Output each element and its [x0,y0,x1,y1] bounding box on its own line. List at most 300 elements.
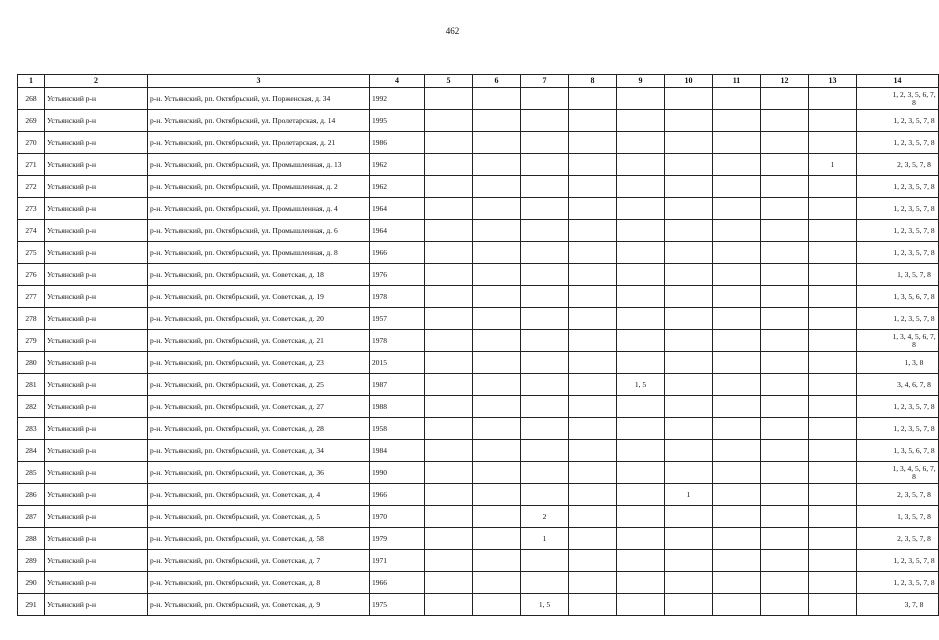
cell-col-5 [425,330,473,352]
cell-col-7 [521,286,569,308]
cell-col-6 [473,374,521,396]
cell-col-10 [665,374,713,396]
cell-col-7 [521,176,569,198]
cell-col-4: 1976 [370,264,425,286]
cell-col-13 [809,462,857,484]
cell-col-3: р-н. Устьянский, рп. Октябрьский, ул. Советская, д. 9 [148,594,370,616]
cell-col-3: р-н. Устьянский, рп. Октябрьский, ул. Промышленная, д. 8 [148,242,370,264]
cell-text: 1, 3, 8 [904,357,924,367]
cell-col-1: 283 [18,418,45,440]
column-header-11: 11 [713,75,761,88]
cell-col-12 [761,374,809,396]
cell-col-12 [761,110,809,132]
cell-col-13 [809,528,857,550]
cell-col-11 [713,132,761,154]
cell-col-14 [857,308,939,330]
cell-col-14 [857,242,939,264]
cell-col-11 [713,352,761,374]
cell-col-10 [665,594,713,616]
cell-col-5 [425,176,473,198]
cell-col-11 [713,484,761,506]
cell-col-14 [857,88,939,110]
table-row [18,88,939,110]
cell-col-1: 291 [18,594,45,616]
cell-col-10 [665,132,713,154]
cell-col-11 [713,242,761,264]
table-row [18,242,939,264]
cell-col-10 [665,550,713,572]
cell-col-1: 282 [18,396,45,418]
cell-col-11 [713,572,761,594]
table-row [18,176,939,198]
cell-col-2: Устьянский р-н [45,88,148,110]
cell-col-14 [857,396,939,418]
cell-col-5 [425,594,473,616]
table-body [18,88,939,616]
cell-col-14 [857,550,939,572]
cell-col-5 [425,242,473,264]
cell-col-14 [857,418,939,440]
cell-col-12 [761,550,809,572]
cell-col-9 [617,528,665,550]
cell-col-7 [521,198,569,220]
cell-col-13 [809,572,857,594]
cell-col-3: р-н. Устьянский, рп. Октябрьский, ул. Порженская, д. 34 [148,88,370,110]
column-header-8: 8 [569,75,617,88]
cell-col-2: Устьянский р-н [45,440,148,462]
cell-col-3: р-н. Устьянский, рп. Октябрьский, ул. Советская, д. 58 [148,528,370,550]
cell-col-4: 1970 [370,506,425,528]
cell-col-9 [617,440,665,462]
cell-col-13 [809,286,857,308]
cell-col-2: Устьянский р-н [45,528,148,550]
cell-col-8 [569,550,617,572]
cell-col-7: 1 [521,528,569,550]
cell-col-1: 272 [18,176,45,198]
cell-col-5 [425,154,473,176]
column-header-5: 5 [425,75,473,88]
cell-col-3: р-н. Устьянский, рп. Октябрьский, ул. Промышленная, д. 2 [148,176,370,198]
cell-col-6 [473,198,521,220]
cell-col-4: 1990 [370,462,425,484]
cell-col-10 [665,352,713,374]
table-row [18,528,939,550]
cell-col-10 [665,220,713,242]
cell-col-14 [857,572,939,594]
cell-col-1: 289 [18,550,45,572]
cell-col-5 [425,198,473,220]
cell-col-8 [569,506,617,528]
cell-col-11 [713,88,761,110]
cell-col-7 [521,220,569,242]
cell-col-2: Устьянский р-н [45,418,148,440]
cell-col-2: Устьянский р-н [45,220,148,242]
column-header-2: 2 [45,75,148,88]
cell-col-12 [761,132,809,154]
cell-col-6 [473,242,521,264]
cell-col-13 [809,220,857,242]
cell-col-1: 269 [18,110,45,132]
cell-col-14 [857,110,939,132]
cell-col-13 [809,132,857,154]
cell-col-13 [809,330,857,352]
cell-col-12 [761,330,809,352]
cell-col-14 [857,176,939,198]
cell-col-13 [809,242,857,264]
table-row [18,484,939,506]
cell-col-7 [521,242,569,264]
cell-col-10 [665,242,713,264]
cell-col-10 [665,110,713,132]
table-row [18,264,939,286]
cell-col-8 [569,176,617,198]
cell-col-9 [617,506,665,528]
cell-col-6 [473,528,521,550]
cell-col-5 [425,308,473,330]
cell-col-12 [761,594,809,616]
cell-col-5 [425,132,473,154]
cell-col-5 [425,88,473,110]
cell-col-9 [617,550,665,572]
cell-col-6 [473,286,521,308]
cell-col-10 [665,88,713,110]
cell-col-5 [425,418,473,440]
cell-col-2: Устьянский р-н [45,352,148,374]
cell-col-2: Устьянский р-н [45,462,148,484]
cell-col-5 [425,572,473,594]
cell-col-4: 1964 [370,220,425,242]
cell-col-6 [473,418,521,440]
cell-col-3: р-н. Устьянский, рп. Октябрьский, ул. Советская, д. 20 [148,308,370,330]
cell-col-10 [665,572,713,594]
cell-col-11 [713,374,761,396]
cell-text: 1, 2, 3, 5, 7, 8 [893,577,935,587]
cell-col-7 [521,550,569,572]
cell-text: 1, 2, 3, 5, 7, 8 [893,137,935,147]
cell-col-11 [713,528,761,550]
cell-col-10 [665,264,713,286]
cell-col-8 [569,374,617,396]
cell-col-1: 284 [18,440,45,462]
cell-col-14 [857,154,939,176]
cell-col-2: Устьянский р-н [45,154,148,176]
cell-col-9 [617,352,665,374]
register-table [17,74,939,616]
cell-col-11 [713,286,761,308]
cell-col-2: Устьянский р-н [45,242,148,264]
cell-col-4: 1987 [370,374,425,396]
cell-col-10 [665,462,713,484]
cell-col-4: 1962 [370,154,425,176]
cell-col-13 [809,484,857,506]
cell-col-9 [617,242,665,264]
cell-col-12 [761,352,809,374]
cell-col-6 [473,308,521,330]
cell-col-7 [521,154,569,176]
table-row [18,572,939,594]
cell-col-9 [617,110,665,132]
cell-col-10 [665,286,713,308]
cell-col-6 [473,594,521,616]
cell-col-7 [521,88,569,110]
cell-col-7 [521,264,569,286]
cell-text: 1, 2, 3, 5, 7, 8 [893,203,935,213]
cell-col-5 [425,396,473,418]
column-header-12: 12 [761,75,809,88]
cell-col-6 [473,132,521,154]
cell-col-13 [809,176,857,198]
cell-col-3: р-н. Устьянский, рп. Октябрьский, ул. Советская, д. 8 [148,572,370,594]
cell-text: 1, 3, 5, 6, 7, 8 [893,291,935,301]
cell-col-8 [569,286,617,308]
cell-text: 1, 2, 3, 5, 7, 8 [893,247,935,257]
table-row [18,132,939,154]
cell-col-14 [857,484,939,506]
cell-col-1: 281 [18,374,45,396]
column-header-9: 9 [617,75,665,88]
cell-col-12 [761,308,809,330]
cell-col-13 [809,594,857,616]
cell-col-13 [809,374,857,396]
cell-col-10 [665,308,713,330]
cell-col-12 [761,396,809,418]
cell-col-7 [521,572,569,594]
cell-col-8 [569,528,617,550]
cell-col-3: р-н. Устьянский, рп. Октябрьский, ул. Промышленная, д. 13 [148,154,370,176]
cell-col-4: 1995 [370,110,425,132]
cell-col-4: 1988 [370,396,425,418]
cell-col-5 [425,374,473,396]
cell-text: 3, 4, 6, 7, 8 [897,379,931,389]
cell-col-3: р-н. Устьянский, рп. Октябрьский, ул. Советская, д. 5 [148,506,370,528]
column-header-14: 14 [857,75,939,88]
cell-col-2: Устьянский р-н [45,198,148,220]
cell-col-7 [521,330,569,352]
cell-col-10: 1 [665,484,713,506]
cell-col-1: 285 [18,462,45,484]
cell-col-3: р-н. Устьянский, рп. Октябрьский, ул. Пролетарская, д. 21 [148,132,370,154]
cell-col-1: 274 [18,220,45,242]
cell-col-11 [713,550,761,572]
cell-col-14 [857,374,939,396]
cell-col-6 [473,110,521,132]
cell-col-2: Устьянский р-н [45,374,148,396]
cell-col-14 [857,330,939,352]
cell-col-6 [473,506,521,528]
cell-text: 1, 3, 4, 5, 6, 7, 8 [892,463,936,481]
cell-col-4: 1962 [370,176,425,198]
cell-col-2: Устьянский р-н [45,594,148,616]
cell-col-3: р-н. Устьянский, рп. Октябрьский, ул. Промышленная, д. 6 [148,220,370,242]
cell-col-1: 279 [18,330,45,352]
cell-col-12 [761,506,809,528]
cell-col-3: р-н. Устьянский, рп. Октябрьский, ул. Советская, д. 34 [148,440,370,462]
cell-col-3: р-н. Устьянский, рп. Октябрьский, ул. Советская, д. 7 [148,550,370,572]
cell-col-8 [569,198,617,220]
column-header-10: 10 [665,75,713,88]
cell-col-13 [809,198,857,220]
cell-col-9 [617,176,665,198]
table-row [18,506,939,528]
table-row [18,418,939,440]
cell-text: 2, 3, 5, 7, 8 [897,533,931,543]
cell-col-12 [761,484,809,506]
cell-col-8 [569,484,617,506]
cell-col-5 [425,220,473,242]
table-row [18,198,939,220]
cell-col-12 [761,418,809,440]
cell-col-4: 1971 [370,550,425,572]
cell-col-8 [569,220,617,242]
table-header-row [18,75,939,88]
cell-col-3: р-н. Устьянский, рп. Октябрьский, ул. Советская, д. 28 [148,418,370,440]
cell-col-2: Устьянский р-н [45,110,148,132]
cell-col-10 [665,440,713,462]
cell-col-11 [713,594,761,616]
cell-col-2: Устьянский р-н [45,484,148,506]
cell-col-13 [809,308,857,330]
table-row [18,550,939,572]
cell-col-11 [713,220,761,242]
cell-col-9 [617,88,665,110]
cell-col-6 [473,88,521,110]
cell-col-8 [569,594,617,616]
cell-col-11 [713,506,761,528]
cell-col-12 [761,264,809,286]
cell-col-9 [617,594,665,616]
cell-col-3: р-н. Устьянский, рп. Октябрьский, ул. Советская, д. 25 [148,374,370,396]
cell-col-11 [713,418,761,440]
cell-col-3: р-н. Устьянский, рп. Октябрьский, ул. Советская, д. 21 [148,330,370,352]
table-row [18,110,939,132]
cell-col-11 [713,396,761,418]
cell-text: 1, 2, 3, 5, 6, 7, 8 [892,89,936,107]
cell-col-1: 277 [18,286,45,308]
cell-text: 1, 3, 5, 6, 7, 8 [893,445,935,455]
cell-col-4: 1958 [370,418,425,440]
cell-col-9: 1, 5 [617,374,665,396]
cell-col-7 [521,418,569,440]
cell-text: 1, 3, 5, 7, 8 [897,511,931,521]
cell-col-9 [617,330,665,352]
cell-col-9 [617,484,665,506]
cell-col-1: 275 [18,242,45,264]
cell-col-1: 278 [18,308,45,330]
table-row [18,440,939,462]
cell-col-11 [713,308,761,330]
column-header-3: 3 [148,75,370,88]
cell-col-10 [665,198,713,220]
cell-col-8 [569,110,617,132]
cell-col-2: Устьянский р-н [45,308,148,330]
cell-col-4: 1992 [370,88,425,110]
table-row [18,396,939,418]
cell-col-13 [809,440,857,462]
cell-col-12 [761,176,809,198]
cell-col-12 [761,242,809,264]
table-row [18,594,939,616]
cell-col-1: 270 [18,132,45,154]
column-header-4: 4 [370,75,425,88]
cell-text: 3, 7, 8 [904,599,924,609]
cell-col-14 [857,132,939,154]
cell-col-10 [665,176,713,198]
cell-col-9 [617,418,665,440]
cell-col-8 [569,352,617,374]
cell-text: 2, 3, 5, 7, 8 [897,159,931,169]
cell-text: 1, 3, 5, 7, 8 [897,269,931,279]
cell-col-12 [761,528,809,550]
cell-col-6 [473,462,521,484]
cell-col-13 [809,550,857,572]
cell-col-5 [425,264,473,286]
cell-col-9 [617,154,665,176]
cell-col-4: 1986 [370,132,425,154]
cell-col-6 [473,176,521,198]
cell-col-11 [713,440,761,462]
cell-col-8 [569,154,617,176]
cell-col-2: Устьянский р-н [45,506,148,528]
cell-text: 1, 2, 3, 5, 7, 8 [893,225,935,235]
cell-col-8 [569,88,617,110]
cell-col-3: р-н. Устьянский, рп. Октябрьский, ул. Советская, д. 36 [148,462,370,484]
cell-col-5 [425,352,473,374]
table-row [18,374,939,396]
cell-col-5 [425,462,473,484]
cell-col-7 [521,352,569,374]
column-header-1: 1 [18,75,45,88]
cell-col-4: 1966 [370,572,425,594]
table-row [18,220,939,242]
cell-col-12 [761,198,809,220]
cell-col-8 [569,264,617,286]
cell-col-6 [473,220,521,242]
cell-col-2: Устьянский р-н [45,132,148,154]
cell-col-2: Устьянский р-н [45,264,148,286]
page-number: 462 [445,26,460,36]
cell-col-2: Устьянский р-н [45,330,148,352]
cell-col-2: Устьянский р-н [45,176,148,198]
cell-col-5 [425,484,473,506]
cell-col-13 [809,88,857,110]
cell-col-11 [713,198,761,220]
cell-col-6 [473,440,521,462]
cell-col-7 [521,396,569,418]
cell-col-6 [473,154,521,176]
cell-col-10 [665,330,713,352]
cell-col-7 [521,110,569,132]
cell-col-4: 1964 [370,198,425,220]
cell-col-8 [569,330,617,352]
cell-col-8 [569,418,617,440]
cell-col-2: Устьянский р-н [45,572,148,594]
cell-col-14 [857,528,939,550]
cell-col-7: 2 [521,506,569,528]
cell-col-10 [665,506,713,528]
cell-col-14 [857,198,939,220]
cell-col-6 [473,352,521,374]
cell-col-1: 288 [18,528,45,550]
cell-col-9 [617,286,665,308]
cell-text: 1, 2, 3, 5, 7, 8 [893,423,935,433]
cell-col-14 [857,352,939,374]
cell-col-13 [809,418,857,440]
cell-col-4: 1975 [370,594,425,616]
cell-col-3: р-н. Устьянский, рп. Октябрьский, ул. Советская, д. 27 [148,396,370,418]
column-header-13: 13 [809,75,857,88]
cell-col-1: 273 [18,198,45,220]
cell-text: 1, 2, 3, 5, 7, 8 [893,181,935,191]
